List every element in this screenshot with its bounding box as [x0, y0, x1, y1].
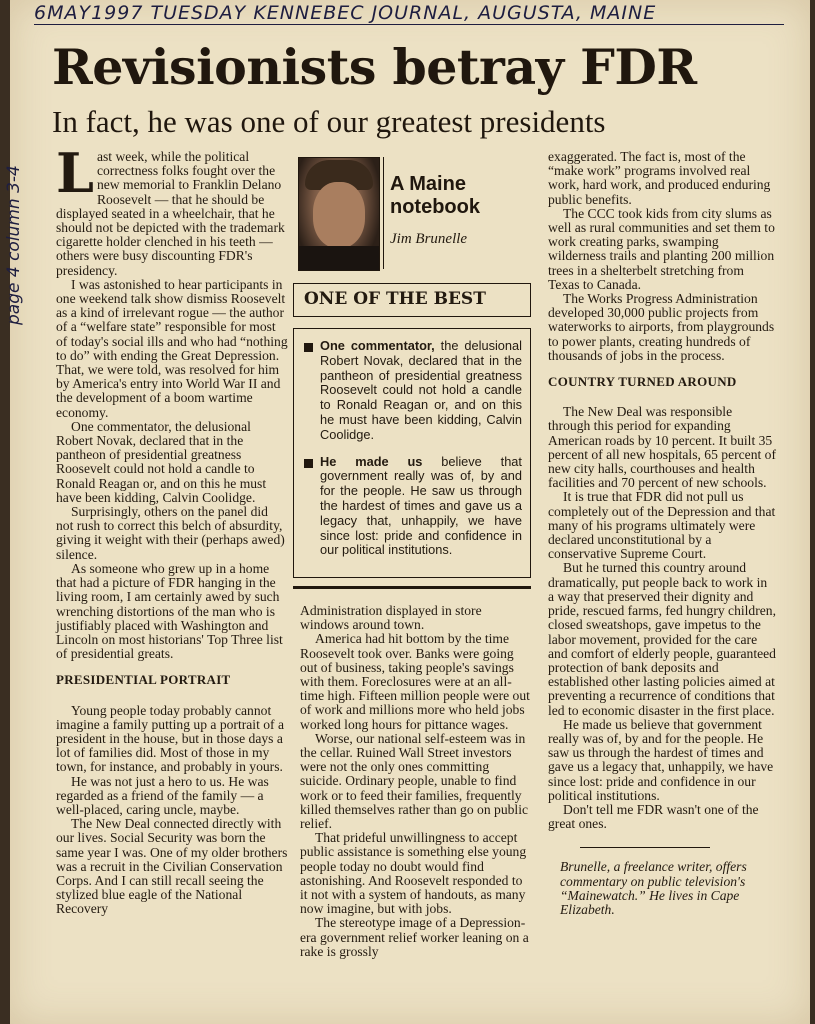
- paragraph: One commentator, the delusional Robert Novak, declared that in the pantheon of presidential greatness Roosevelt could not hold a candle to Ronald Reagan or, and on this he must have been kidding, Calvin Coolidge.: [56, 418, 267, 505]
- divider: [383, 157, 384, 269]
- paragraph: As someone who grew up in a home that had a picture of FDR hanging in the living room, I am certainly awed by such wrenching distortions of the man who is justifiably placed with Washington and Lincoln on most historians' Top Three list of presidential greats.: [56, 560, 283, 662]
- section-heading: COUNTRY TURNED AROUND: [548, 374, 737, 390]
- drop-cap: L: [56, 141, 94, 205]
- paragraph: exaggerated. The fact is, most of the “make work” programs involved real work, hard work, and produced enduring public benefits.: [548, 149, 771, 207]
- paragraph: I was astonished to hear participants in one weekend talk show dismiss Roosevelt as a kind of irrelevant rogue — the author of a “welfare state” responsible for most of today's social ills and who had “nothing to do” with ending the Great Depression. That, we were told, was resolved for him by America's entry into World War II and the development of a boom wartime economy.: [56, 276, 288, 420]
- subheadline: In fact, he was one of our greatest presidents: [52, 104, 606, 139]
- pull-quote: One commentator, the delusional Robert Novak, declared that in the pantheon of presidential greatness Roosevelt could not hold a candle to Ronald Reagan or, and on this he must have been kidding, Calvin Coolidge.: [302, 339, 522, 443]
- paragraph: That prideful unwillingness to accept public assistance is something else young people today no doubt would find astonishing. And Roosevelt responded to it not with a system of handouts, as many now imagine, but with jobs.: [300, 830, 527, 917]
- section-heading: PRESIDENTIAL PORTRAIT: [56, 672, 231, 688]
- paragraph: The CCC took kids from city slums as well as rural communities and set them to work creating parks, swamping wilderness trails and planting 200 million trees in a shelterbelt stretching from Texas to Canada.: [548, 205, 775, 292]
- sidebar-title: ONE OF THE BEST: [293, 283, 531, 317]
- paragraph: He was not just a hero to us. He was regarded as a friend of the family — a well-placed, caring uncle, maybe.: [56, 773, 269, 817]
- paragraph: The New Deal was responsible through this period for expanding American roads by 10 percent. It built 35 percent of all new hospitals, 65 percent of new city halls, courthouses and health facilities and 70 percent of new schools.: [548, 404, 776, 491]
- article-column-2: [300, 604, 530, 959]
- article-column-1: [56, 141, 288, 917]
- paragraph: Young people today probably cannot imagine a family putting up a portrait of a president in the house, but in those days a lot of families did. Most of those in my town, for instance, and probably in yours.: [56, 702, 285, 775]
- bullet-square-icon: [304, 343, 313, 352]
- handwritten-source-note: 6MAY1997 TUESDAY KENNEBEC JOURNAL, AUGUSTA, MAINE: [34, 2, 784, 25]
- divider: [293, 586, 531, 589]
- pull-quote-box: [293, 328, 531, 578]
- paragraph: The Works Progress Administration developed 30,000 public projects from waterworks to airports, from playgrounds to power plants, creating hundreds of thousands of jobs in the process.: [548, 291, 775, 363]
- bullet-square-icon: [304, 459, 313, 468]
- paragraph: Surprisingly, others on the panel did not rush to correct this belch of absurdity, giving it weight with their (perhaps awed) silence.: [56, 504, 285, 562]
- paragraph: America had hit bottom by the time Roosevelt took over. Banks were going out of business, taking people's savings with them. Foreclosures were at an all-time high. Fifteen million people were out of work and millions more who held jobs worked long hours for pittance wages.: [300, 631, 530, 732]
- paragraph: Administration displayed in store windows around town.: [300, 603, 482, 633]
- paragraph: The New Deal connected directly with our lives. Social Security was born the same year I was. One of my older brothers was a recruit in the Civilian Conservation Corps. And I can still recall seeing the stylized blue eagle of the National Recovery: [56, 816, 288, 917]
- paragraph: It is true that FDR did not pull us completely out of the Depression and that many of his programs ultimately were declared unconstitutional by a conservative Supreme Court.: [548, 489, 776, 562]
- paragraph: The stereotype image of a Depression-era government relief worker leaning on a rake is grossly: [300, 915, 529, 959]
- lead-paragraph: Last week, while the political correctness folks fought over the new memorial to Franklin Delano Roosevelt — that he should be displayed seated in a wheelchair, that he should not be depicted with the trademark cigarette holder clenched in his teeth — others were busy discounting FDR's presidency.: [56, 141, 285, 278]
- author-byline: Jim Brunelle: [390, 231, 468, 247]
- author-photo: [298, 157, 380, 271]
- pull-quote: He made us believe that government really was of, by and for the people. He saw us through the hardest of times and gave us a legacy that, unhappily, we have since lost: pride and confidence in our political institutions.: [302, 455, 522, 559]
- divider: [580, 847, 710, 848]
- paragraph: Don't tell me FDR wasn't one of the great ones.: [548, 801, 759, 832]
- paragraph: He made us believe that government really was of, by and for the people. He saw us through the hardest of times and gave us a legacy that, unhappily, we have since lost: pride and confidence in our political institutions.: [548, 716, 774, 803]
- paragraph: Worse, our national self-esteem was in the cellar. Ruined Wall Street investors were not the only ones committing suicide. Ordinary people, unable to find work or to feed their families, frequently killed themselves rather than go on public relief.: [300, 730, 529, 832]
- article-column-3: [548, 150, 776, 917]
- handwritten-margin-note: page 4 column 3-4: [4, 165, 24, 325]
- column-name: A Maine notebook: [390, 173, 480, 218]
- paragraph: But he turned this country around dramatically, put people back to work in a way that preserved their dignity and pride, rescued farms, fed hungry children, closed sweatshops, gave impetus to the labor movement, provided for the care and comfort of elderly people, guaranteed protection of bank deposits and established other lasting policies aimed at preventing a recurrence of conditions that led to economic disaster in the first place.: [548, 560, 776, 718]
- author-bio: Brunelle, a freelance writer, offers commentary on public television's “Mainewatch.” He lives in Cape Elizabeth.: [560, 859, 747, 917]
- headline: Revisionists betray FDR: [52, 38, 697, 96]
